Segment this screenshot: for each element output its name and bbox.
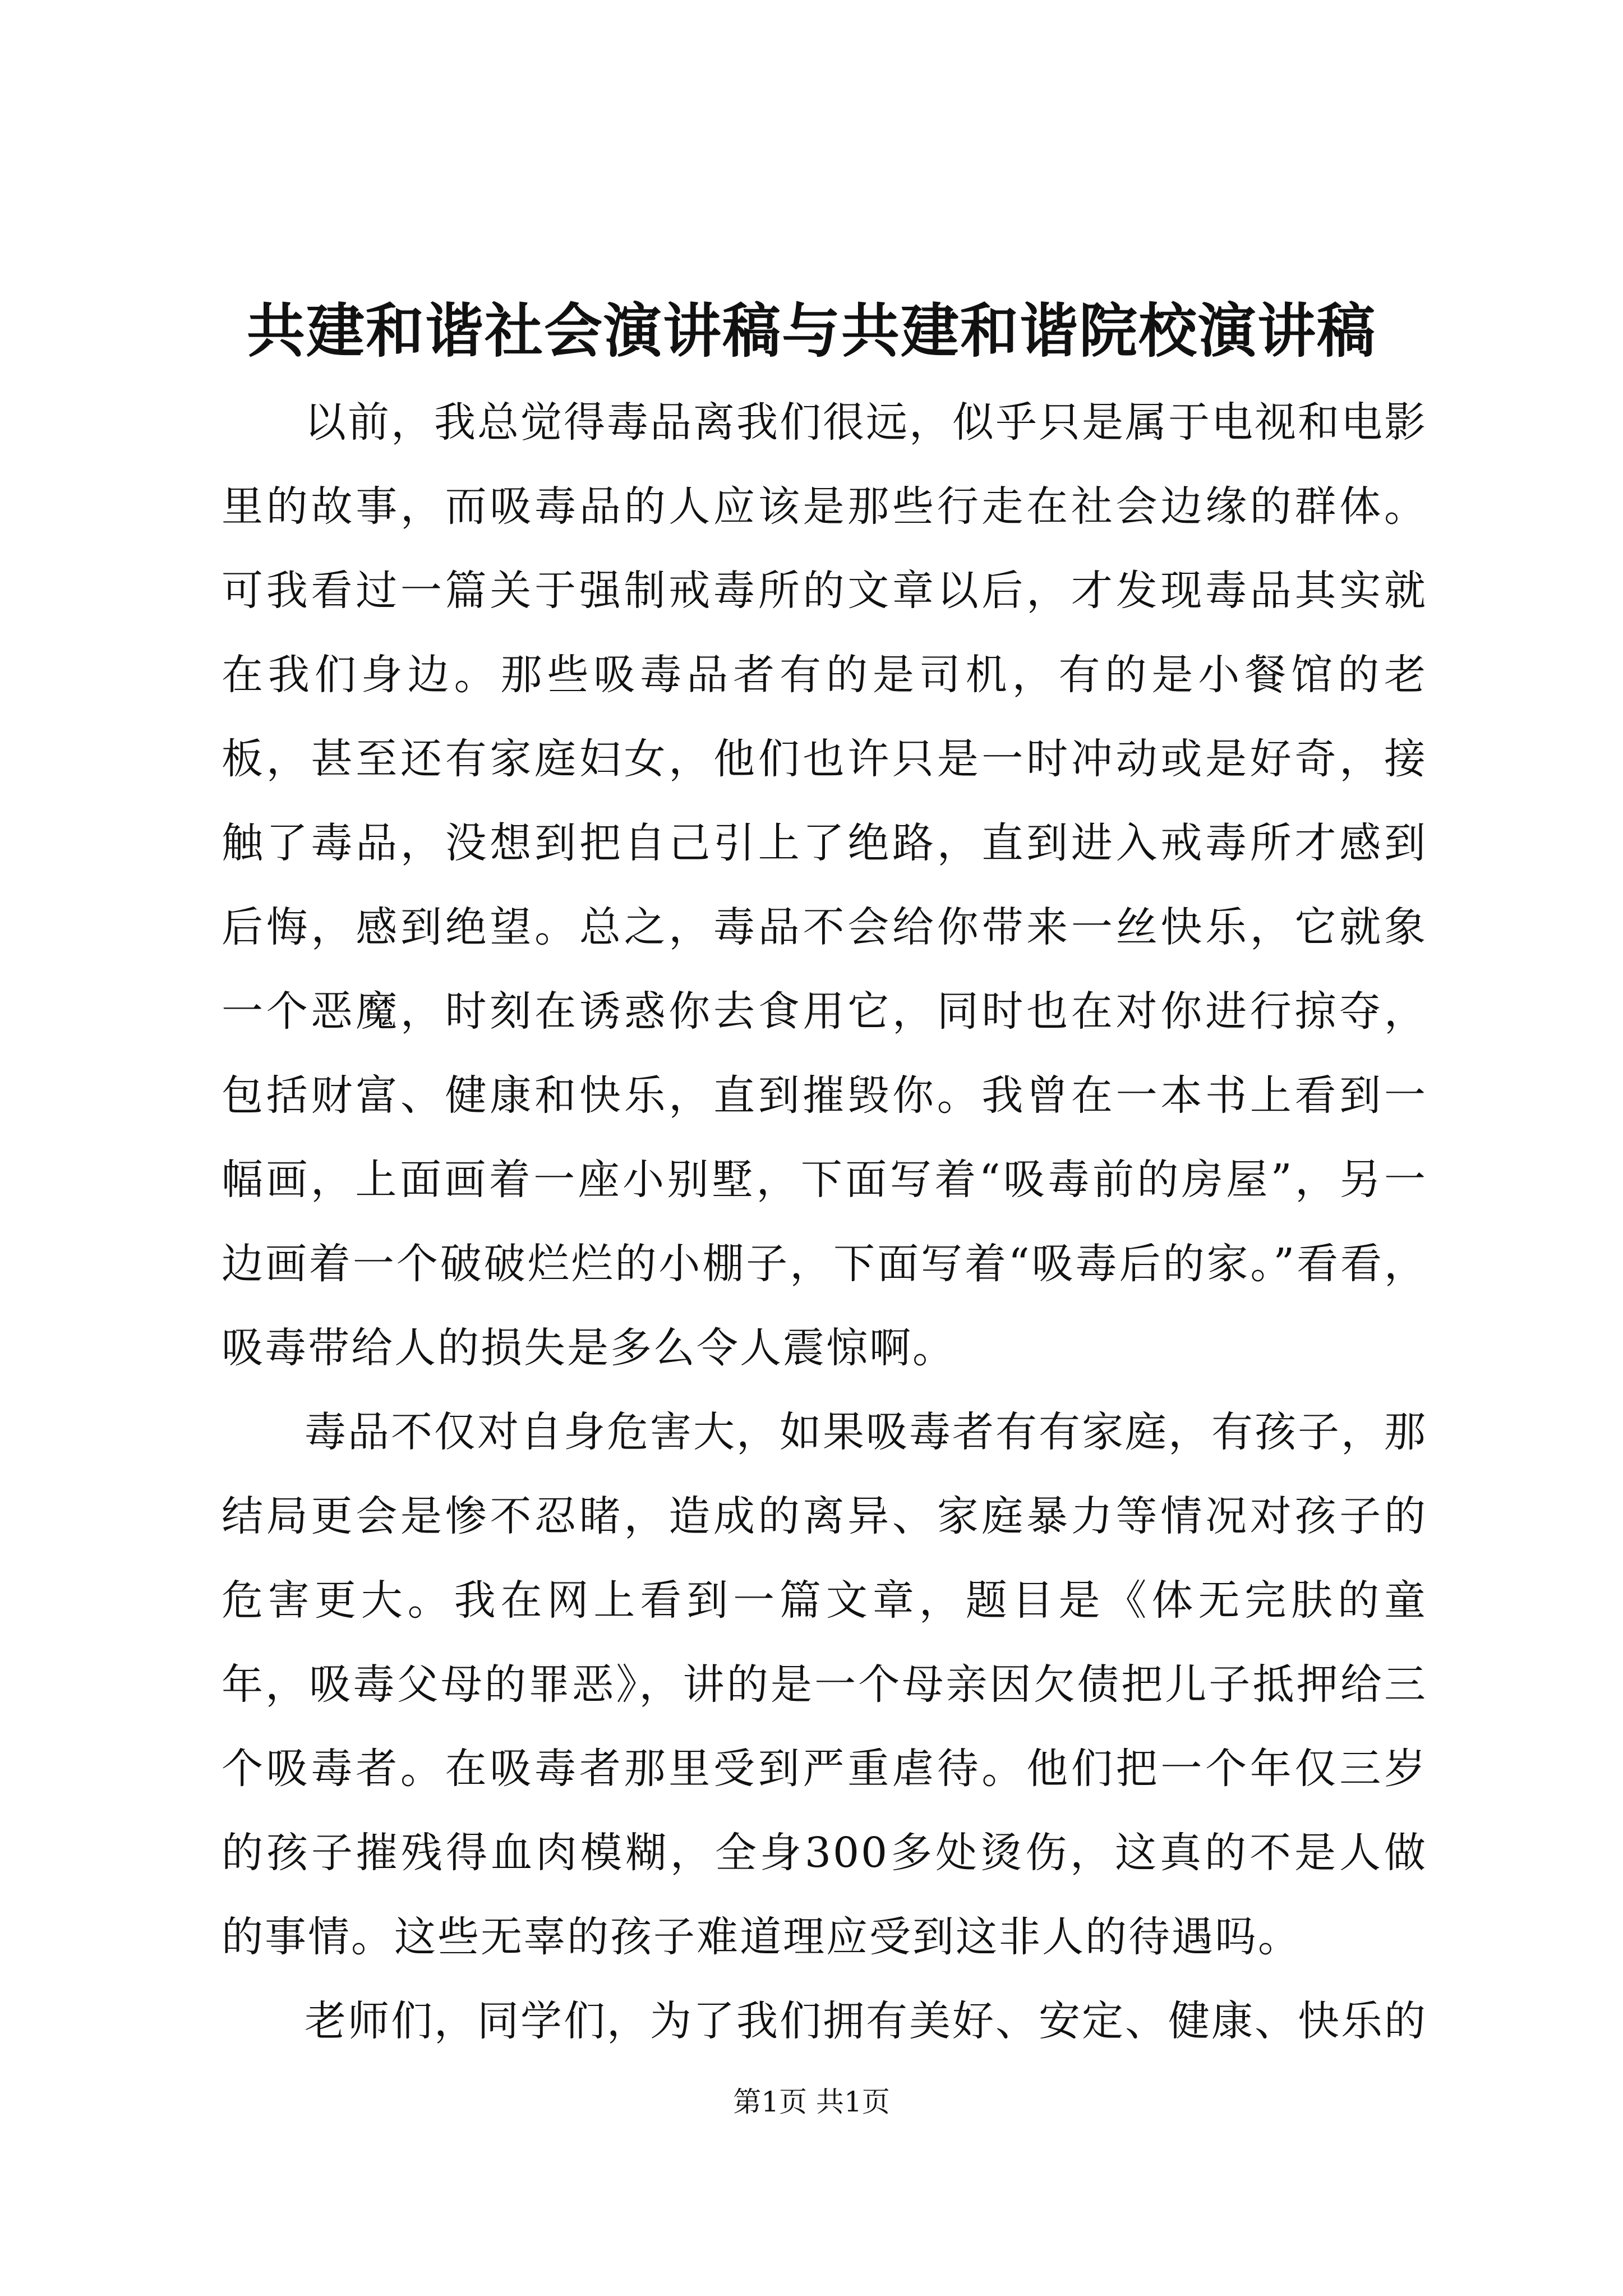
paragraph-2: 毒品不仅对自身危害大，如果吸毒者有有家庭，有孩子，那结局更会是惨不忍睹，造成的离异、家庭暴力等情况对孩子的危害更大。我在网上看到一篇文章，题目是《体无完肤的童年，吸毒父母的罪恶》，讲的是一个母亲因欠债把儿子抵押给三个吸毒者。在吸毒者那里受到严重虐待。他们把一个年仅三岁的孩子摧残得血肉模糊，全身300多处烫伤，这真的不是人做的事情。这些无辜的孩子难道理应受到这非人的待遇吗。 [222,1408,1427,1961]
document-title: 共建和谐社会演讲稿与共建和谐院校演讲稿 [246,296,1376,365]
document-body [222,380,1427,2063]
paragraph-1: 以前，我总觉得毒品离我们很远，似乎只是属于电视和电影里的故事，而吸毒品的人应该是那些行走在社会边缘的群体。可我看过一篇关于强制戒毒所的文章以后，才发现毒品其实就在我们身边。那些吸毒品者有的是司机，有的是小餐馆的老板，甚至还有家庭妇女，他们也许只是一时冲动或是好奇，接触了毒品，没想到把自己引上了绝路，直到进入戒毒所才感到后悔，感到绝望。总之，毒品不会给你带来一丝快乐，它就象一个恶魔，时刻在诱惑你去食用它，同时也在对你进行掠夺，包括财富、健康和快乐，直到摧毁你。我曾在一本书上看到一幅画，上面画着一座小别墅，下面写着“吸毒前的房屋”，另一边画着一个破破烂烂的小棚子，下面写着“吸毒后的家。”看看，吸毒带给人的损失是多么令人震惊啊。 [222,398,1427,1372]
page-footer: 第1页 共1页 [733,2086,890,2118]
paragraph-3: 老师们，同学们，为了我们拥有美好、安定、健康、快乐的 [305,1997,1427,2045]
